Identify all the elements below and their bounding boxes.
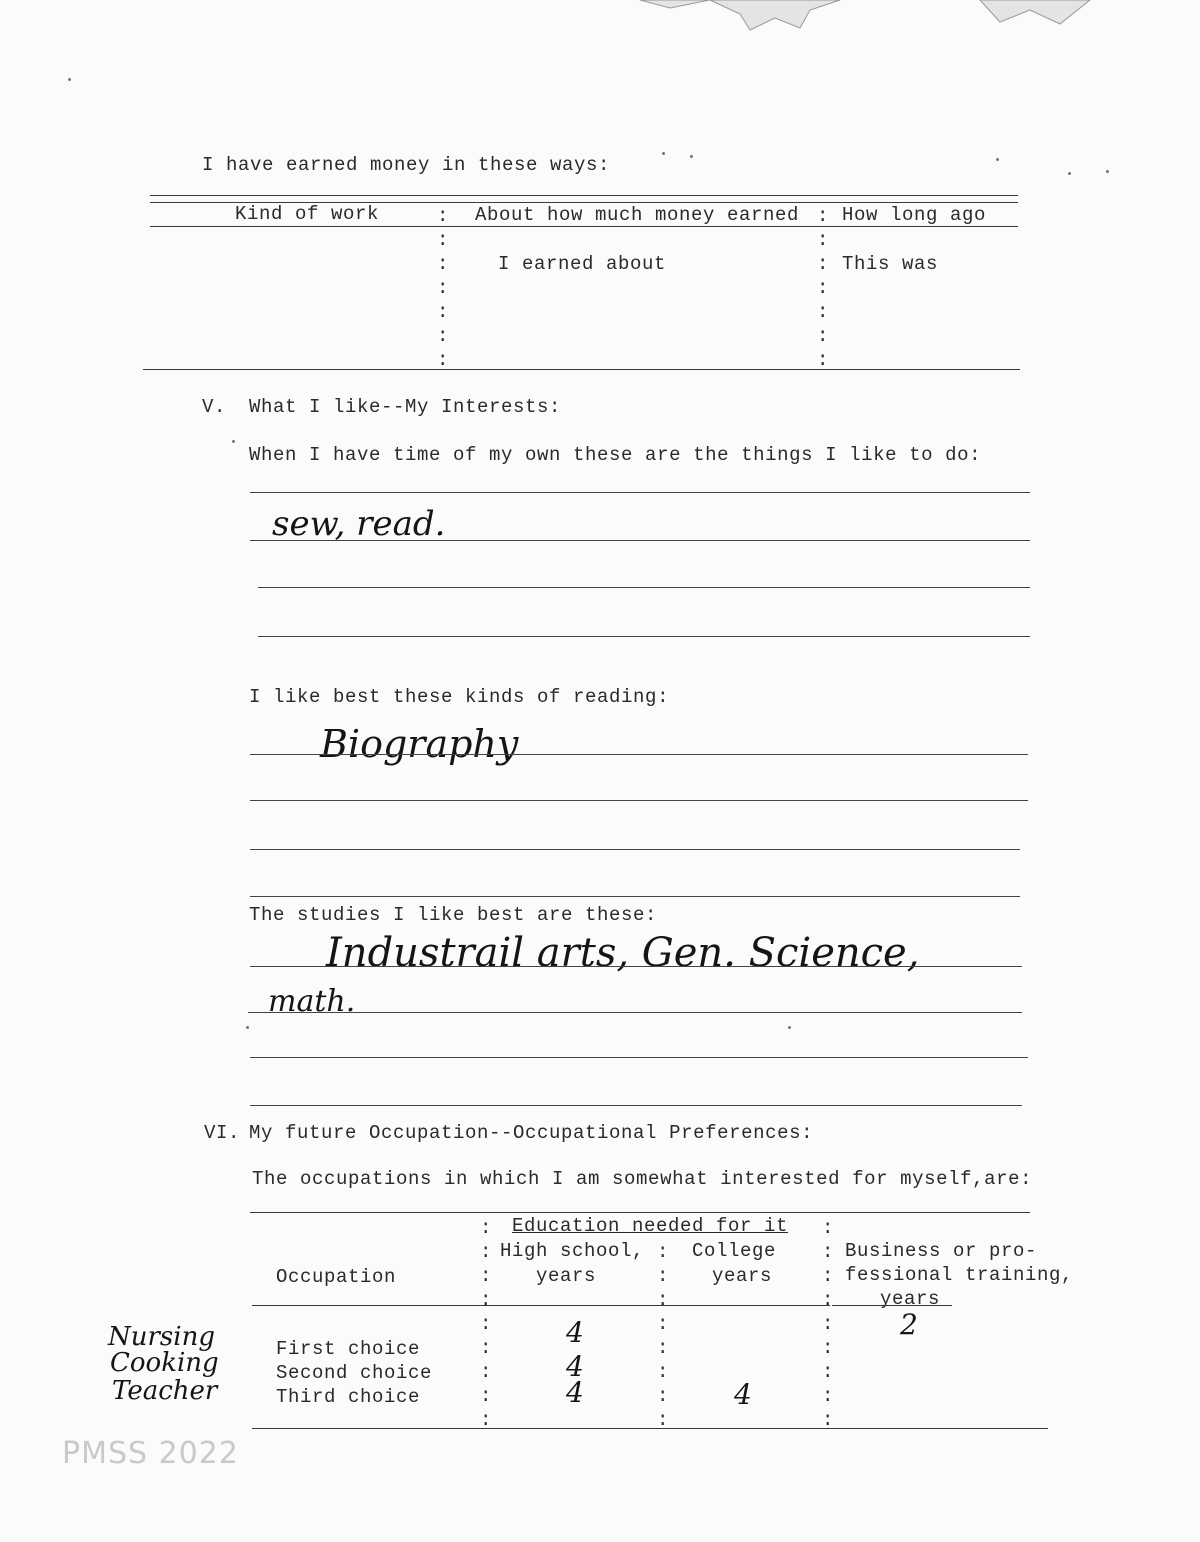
earnings-intro: I have earned money in these ways: — [202, 154, 611, 176]
header-money-earned: About how much money earned — [475, 204, 800, 226]
first-choice-business: 2 — [900, 1308, 918, 1341]
scan-speck — [1106, 170, 1109, 173]
scan-speck — [788, 1026, 791, 1029]
answer-line — [250, 966, 1022, 967]
studies-answer-line2: math. — [268, 984, 356, 1019]
reading-prompt: I like best these kinds of reading: — [249, 686, 670, 708]
earnings-bottom-rule — [143, 369, 1020, 370]
answer-line — [250, 849, 1020, 850]
scan-speck — [996, 158, 999, 161]
torn-paper-edge — [600, 0, 1100, 40]
occupation-divider-1: : : : : : : : : : — [480, 1217, 492, 1431]
watermark: PMSS 2022 — [62, 1436, 239, 1471]
free-time-answer: sew, read. — [272, 504, 446, 544]
scan-speck — [232, 440, 235, 443]
third-choice-label: Third choice — [276, 1386, 421, 1408]
earnings-top-rule — [150, 195, 1018, 196]
business-header-1: Business or pro- — [845, 1240, 1038, 1262]
scan-speck — [68, 78, 71, 81]
second-choice-high-school: 4 — [566, 1350, 584, 1383]
high-school-header-2: years — [536, 1265, 597, 1287]
second-choice-label: Second choice — [276, 1362, 433, 1384]
first-choice-label: First choice — [276, 1338, 421, 1360]
answer-line — [250, 754, 1028, 755]
scan-speck — [246, 1026, 249, 1029]
section-vi-title: My future Occupation--Occupational Preferences: — [249, 1122, 814, 1144]
header-how-long-ago: How long ago — [842, 204, 987, 226]
college-header-1: College — [692, 1240, 777, 1262]
section-v-title: What I like--My Interests: — [249, 396, 562, 418]
earnings-divider-2: : : : : : : : — [817, 205, 829, 371]
occupation-table-bottom-rule — [252, 1428, 1048, 1429]
section-v-numeral: V. — [202, 396, 227, 418]
occupation-header: Occupation — [276, 1266, 397, 1288]
business-header-2: fessional training, — [845, 1264, 1074, 1286]
this-was-prefix: This was — [842, 253, 939, 275]
second-choice-handwritten: Cooking — [110, 1348, 219, 1378]
education-header: Education needed for it — [512, 1215, 789, 1237]
studies-prompt: The studies I like best are these: — [249, 904, 658, 926]
high-school-header-1: High school, — [500, 1240, 645, 1262]
occupation-table-top-rule — [250, 1212, 1030, 1213]
occupation-header-rule — [252, 1305, 830, 1306]
answer-line — [250, 1105, 1022, 1106]
scan-speck — [1068, 172, 1071, 175]
answer-line — [258, 636, 1030, 637]
first-choice-handwritten: Nursing — [108, 1322, 215, 1352]
answer-line — [258, 587, 1030, 588]
answer-line — [250, 1057, 1028, 1058]
answer-line — [250, 896, 1020, 897]
answer-line — [250, 800, 1028, 801]
free-time-prompt: When I have time of my own these are the things I like to do: — [249, 444, 982, 466]
third-choice-college: 4 — [734, 1378, 752, 1411]
earnings-header-rule — [150, 226, 1018, 227]
studies-answer-line1: Industrail arts, Gen. Science, — [326, 930, 920, 976]
answer-line — [250, 540, 1030, 541]
section-vi-numeral: VI. — [204, 1122, 241, 1144]
scan-speck — [662, 152, 665, 155]
occupations-prompt: The occupations in which I am somewhat interested for myself,are: — [252, 1168, 1033, 1190]
college-header-2: years — [712, 1265, 773, 1287]
occupation-divider-2: : : : : : : : : — [657, 1241, 669, 1431]
business-header-3: years — [880, 1288, 941, 1310]
third-choice-handwritten: Teacher — [112, 1376, 218, 1406]
header-kind-of-work: Kind of work — [235, 203, 380, 225]
third-choice-high-school: 4 — [566, 1376, 584, 1409]
answer-line — [250, 492, 1030, 493]
scan-speck — [690, 155, 693, 158]
occupation-header-rule-2 — [832, 1305, 952, 1306]
earned-about-prefix: I earned about — [498, 253, 667, 275]
earnings-divider-1: : : : : : : : — [437, 205, 449, 371]
reading-answer: Biography — [320, 722, 519, 766]
occupation-divider-3: : : : : : : : : : — [822, 1217, 834, 1431]
answer-line — [248, 1012, 1022, 1013]
first-choice-high-school: 4 — [566, 1316, 584, 1349]
